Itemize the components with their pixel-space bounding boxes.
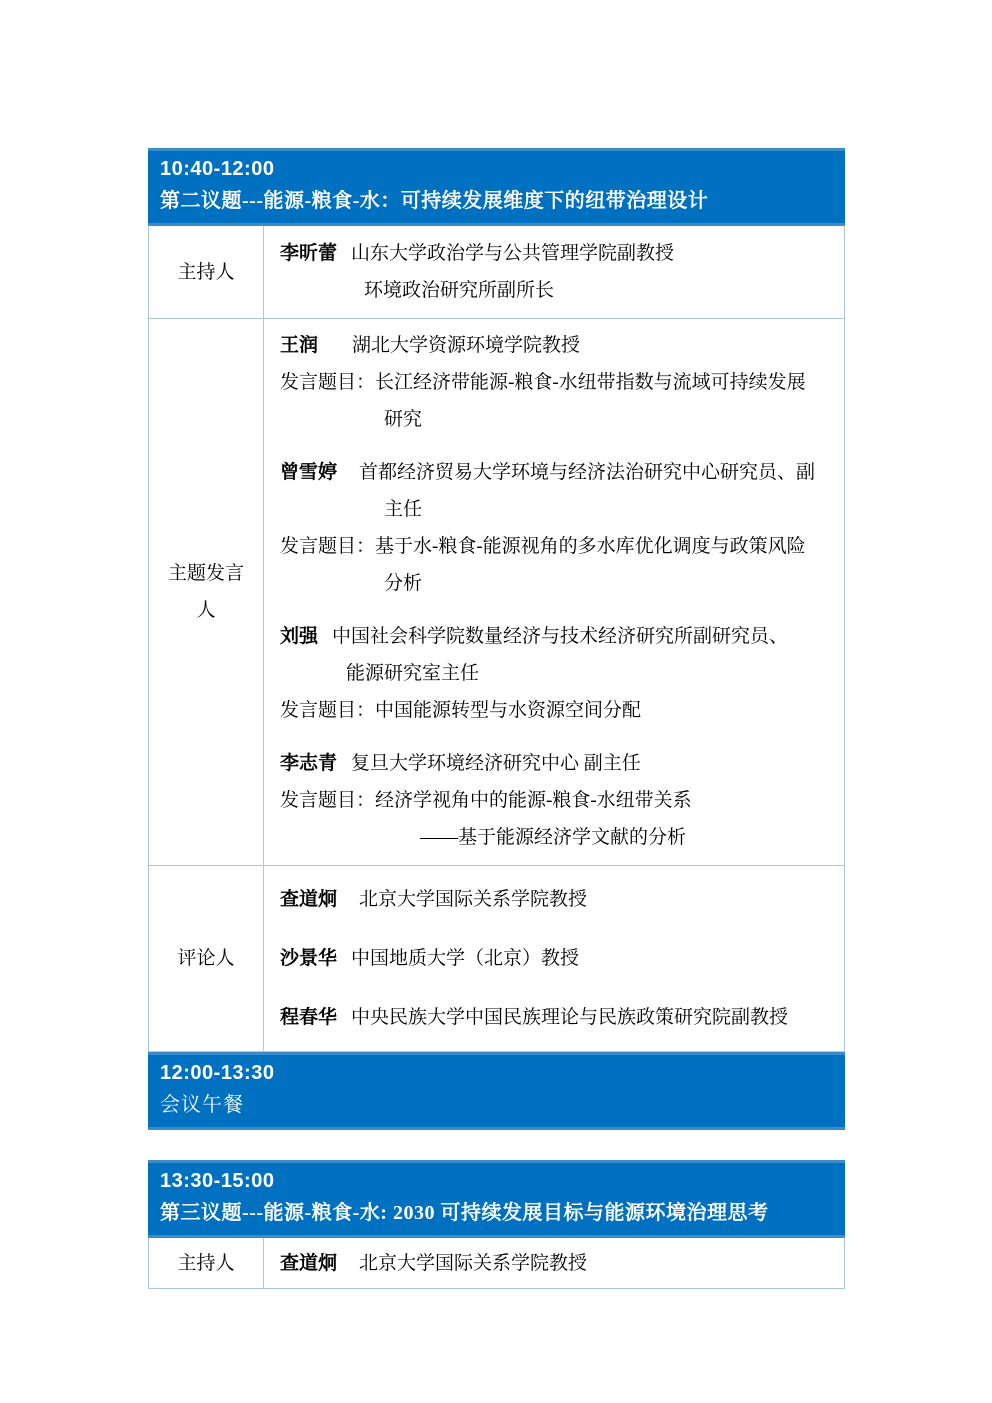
person-affiliation: 首都经济贸易大学环境与经济法治研究中心研究员、副 [359, 462, 816, 483]
host-line [280, 1245, 834, 1282]
person-name: 沙景华 [280, 948, 338, 969]
commentators-cell [264, 866, 844, 1051]
person-name: 李志青 [280, 753, 338, 774]
session2-title: 第二议题---能源-粮食-水：可持续发展维度下的纽带治理设计 [160, 190, 709, 212]
topic-text: 长江经济带能源-粮食-水纽带指数与流域可持续发展 [375, 372, 806, 393]
person-name: 查道炯 [280, 1253, 338, 1274]
topic-text: 经济学视角中的能源-粮食-水纽带关系 [375, 790, 692, 811]
conference-agenda [148, 148, 845, 1289]
commentator-line [280, 881, 834, 918]
commentator-line [280, 999, 834, 1036]
person-affiliation: 北京大学国际关系学院教授 [359, 1253, 588, 1274]
person-affiliation: 中国地质大学（北京）教授 [351, 948, 580, 969]
lunch-title: 会议午餐 [160, 1094, 244, 1116]
person-affiliation-wrap: 主任 [384, 499, 423, 520]
speaker-block [280, 327, 834, 438]
person-affiliation: 湖北大学资源环境学院教授 [352, 335, 581, 356]
session3-title-text2: 可持续发展目标与能源环境治理思考 [440, 1202, 769, 1224]
session2-host-row [148, 226, 845, 319]
topic-text: 中国能源转型与水资源空间分配 [375, 700, 642, 721]
session3-title [148, 1197, 845, 1230]
session2-commentators-row [148, 866, 845, 1052]
session2-speakers-row [148, 319, 845, 866]
session3-time: 13:30-15:00 [160, 1170, 275, 1192]
commentator-line [280, 940, 834, 977]
person-name: 查道炯 [280, 889, 338, 910]
topic-text: 基于水-粮食-能源视角的多水库优化调度与政策风险 [375, 536, 806, 557]
person-affiliation-wrap: 环境政治研究所副所长 [364, 280, 555, 301]
topic-label: 发言题目： [280, 700, 376, 721]
person-affiliation: 中国社会科学院数量经济与技术经济研究所副研究员、 [332, 626, 789, 647]
role-label-speakers: 主题发言人 [149, 319, 264, 865]
session3-band [148, 1160, 845, 1238]
session2-time: 10:40-12:00 [160, 158, 275, 180]
person-name: 李昕蕾 [280, 243, 338, 264]
section-gap [148, 1130, 845, 1160]
topic-label: 发言题目： [280, 372, 376, 393]
topic-text-wrap: 分析 [384, 573, 423, 594]
host-line [280, 235, 834, 272]
person-affiliation: 中央民族大学中国民族理论与民族政策研究院副教授 [351, 1007, 789, 1028]
role-label-host: 主持人 [149, 1238, 264, 1288]
person-affiliation: 复旦大学环境经济研究中心 副主任 [351, 753, 641, 774]
session3-title-text: 第三议题---能源-粮食-水: [160, 1202, 388, 1224]
speakers-cell [264, 319, 844, 865]
person-name: 刘强 [280, 626, 319, 647]
host-cell [264, 226, 844, 318]
session3-title-year: 2030 [387, 1202, 441, 1224]
topic-label: 发言题目： [280, 790, 376, 811]
person-name: 曾雪婷 [280, 462, 338, 483]
person-name: 王润 [280, 335, 319, 356]
host-cell [264, 1238, 844, 1288]
speaker-block [280, 745, 834, 856]
lunch-band [148, 1052, 845, 1130]
role-label-host: 主持人 [149, 226, 264, 318]
session2-band [148, 148, 845, 226]
topic-text-wrap: ——基于能源经济学文献的分析 [420, 827, 687, 848]
role-label-commentators: 评论人 [149, 866, 264, 1051]
person-affiliation-wrap: 能源研究室主任 [346, 663, 480, 684]
person-name: 程春华 [280, 1007, 338, 1028]
speaker-block [280, 454, 834, 602]
topic-label: 发言题目： [280, 536, 376, 557]
lunch-time: 12:00-13:30 [160, 1062, 275, 1084]
person-affiliation: 北京大学国际关系学院教授 [359, 889, 588, 910]
session3-host-row [148, 1238, 845, 1289]
speaker-block [280, 618, 834, 729]
person-affiliation: 山东大学政治学与公共管理学院副教授 [351, 243, 675, 264]
topic-text-wrap: 研究 [384, 409, 423, 430]
